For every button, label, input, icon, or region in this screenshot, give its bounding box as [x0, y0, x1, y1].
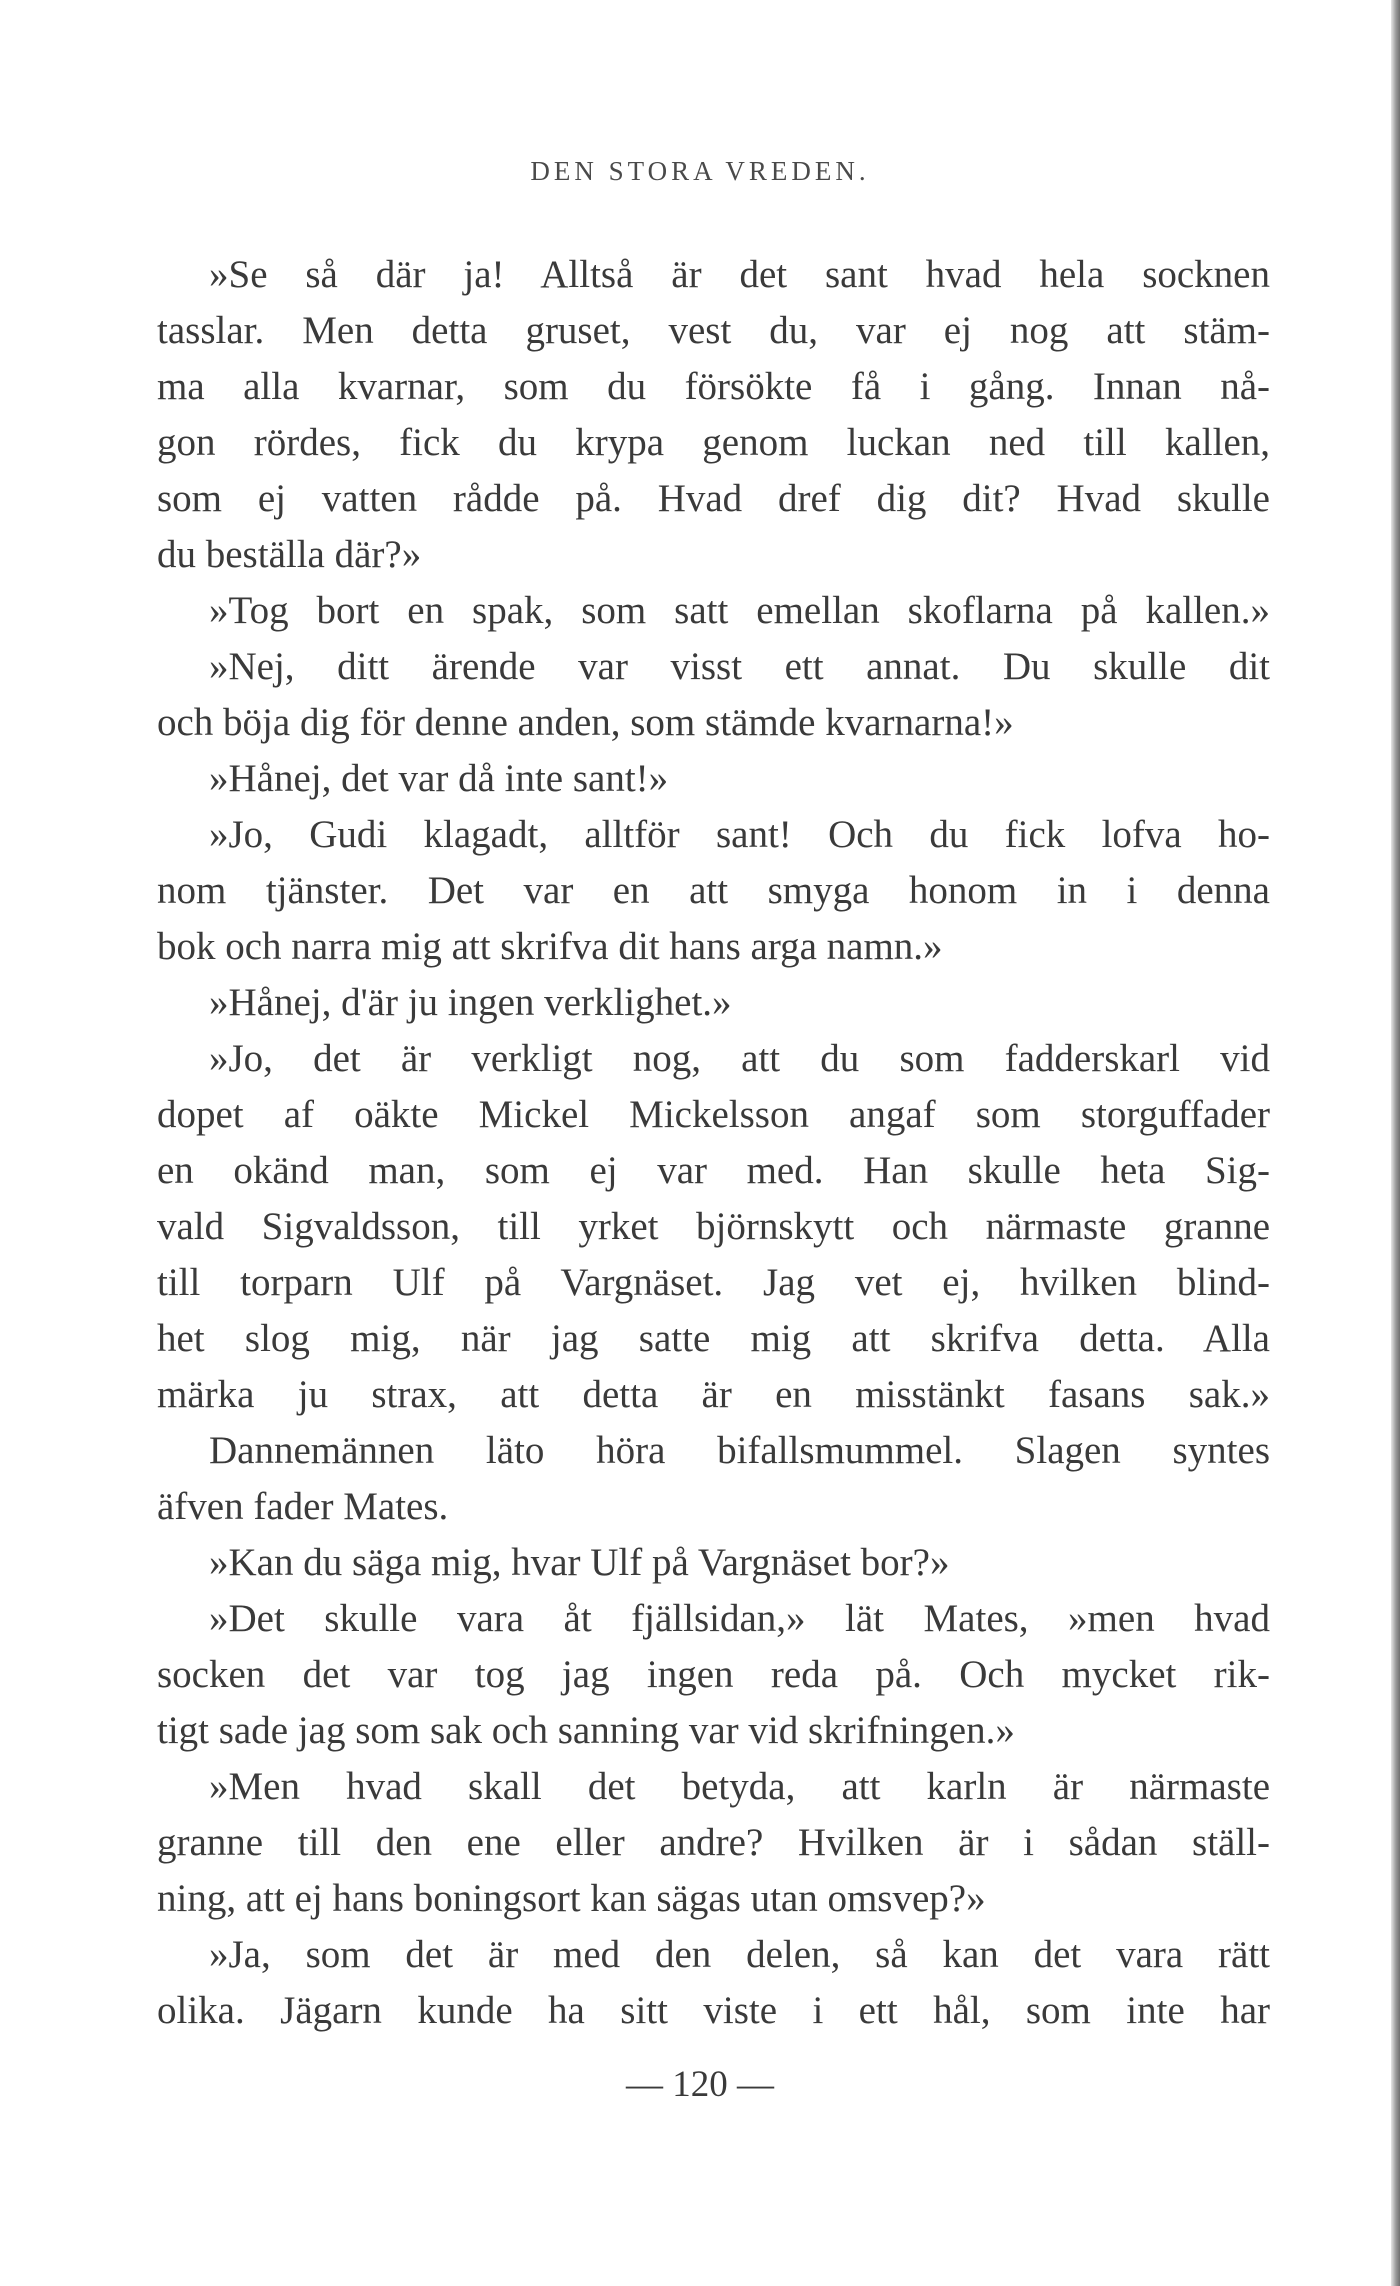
- text-line: »Nej, ditt ärende var visst ett annat. Du skulle dit: [209, 645, 1270, 688]
- running-head: DEN STORA VREDEN.: [530, 156, 870, 186]
- text-line: bok och narra mig att skrifva dit hans arga namn.»: [157, 925, 943, 968]
- text-line: du beställa där?»: [157, 533, 422, 576]
- text-line: ning, att ej hans boningsort kan sägas utan omsvep?»: [157, 1877, 986, 1920]
- text-line: »Men hvad skall det betyda, att karln är närmaste: [209, 1765, 1270, 1808]
- text-line: tigt sade jag som sak och sanning var vid skrifningen.»: [157, 1709, 1015, 1752]
- text-line: socken det var tog jag ingen reda på. Och mycket rik-: [157, 1653, 1270, 1696]
- text-line: vald Sigvaldsson, till yrket björnskytt och närmaste granne: [157, 1205, 1270, 1248]
- body-text: [157, 247, 1270, 2039]
- text-line: ma alla kvarnar, som du försökte få i gång. Innan nå-: [157, 365, 1270, 408]
- page-edge-shadow: [1391, 0, 1400, 2286]
- text-line: en okänd man, som ej var med. Han skulle heta Sig-: [157, 1149, 1270, 1192]
- text-line: olika. Jägarn kunde ha sitt viste i ett hål, som inte har: [157, 1989, 1270, 2032]
- text-line: granne till den ene eller andre? Hvilken är i sådan ställ-: [157, 1821, 1270, 1864]
- text-line: »Se så där ja! Alltså är det sant hvad hela socknen: [209, 253, 1270, 296]
- page-number: — 120 —: [626, 2064, 774, 2105]
- text-line: het slog mig, när jag satte mig att skrifva detta. Alla: [157, 1317, 1270, 1360]
- text-line: »Tog bort en spak, som satt emellan skoflarna på kallen.»: [209, 589, 1270, 632]
- text-line: Dannemännen läto höra bifallsmummel. Slagen syntes: [209, 1429, 1270, 1472]
- text-line: tasslar. Men detta gruset, vest du, var ej nog att stäm-: [157, 309, 1270, 352]
- text-line: som ej vatten rådde på. Hvad dref dig dit? Hvad skulle: [157, 477, 1270, 520]
- text-line: »Jo, Gudi klagadt, alltför sant! Och du fick lofva ho-: [209, 813, 1270, 856]
- text-line: »Hånej, d'är ju ingen verklighet.»: [209, 981, 732, 1024]
- text-line: äfven fader Mates.: [157, 1485, 449, 1528]
- text-line: »Jo, det är verkligt nog, att du som fadderskarl vid: [209, 1037, 1270, 1080]
- text-line: gon rördes, fick du krypa genom luckan ned till kallen,: [157, 421, 1270, 464]
- text-line: märka ju strax, att detta är en misstänkt fasans sak.»: [157, 1373, 1270, 1416]
- text-line: nom tjänster. Det var en att smyga honom in i denna: [157, 869, 1270, 912]
- text-line: dopet af oäkte Mickel Mickelsson angaf som storguffader: [157, 1093, 1270, 1136]
- text-line: »Ja, som det är med den delen, så kan det vara rätt: [209, 1933, 1270, 1976]
- text-line: till torparn Ulf på Vargnäset. Jag vet ej, hvilken blind-: [157, 1261, 1270, 1304]
- text-line: »Kan du säga mig, hvar Ulf på Vargnäset bor?»: [209, 1541, 950, 1584]
- text-line: »Det skulle vara åt fjällsidan,» lät Mates, »men hvad: [209, 1597, 1270, 1640]
- text-line: och böja dig för denne anden, som stämde kvarnarna!»: [157, 701, 1014, 744]
- text-line: »Hånej, det var då inte sant!»: [209, 757, 669, 800]
